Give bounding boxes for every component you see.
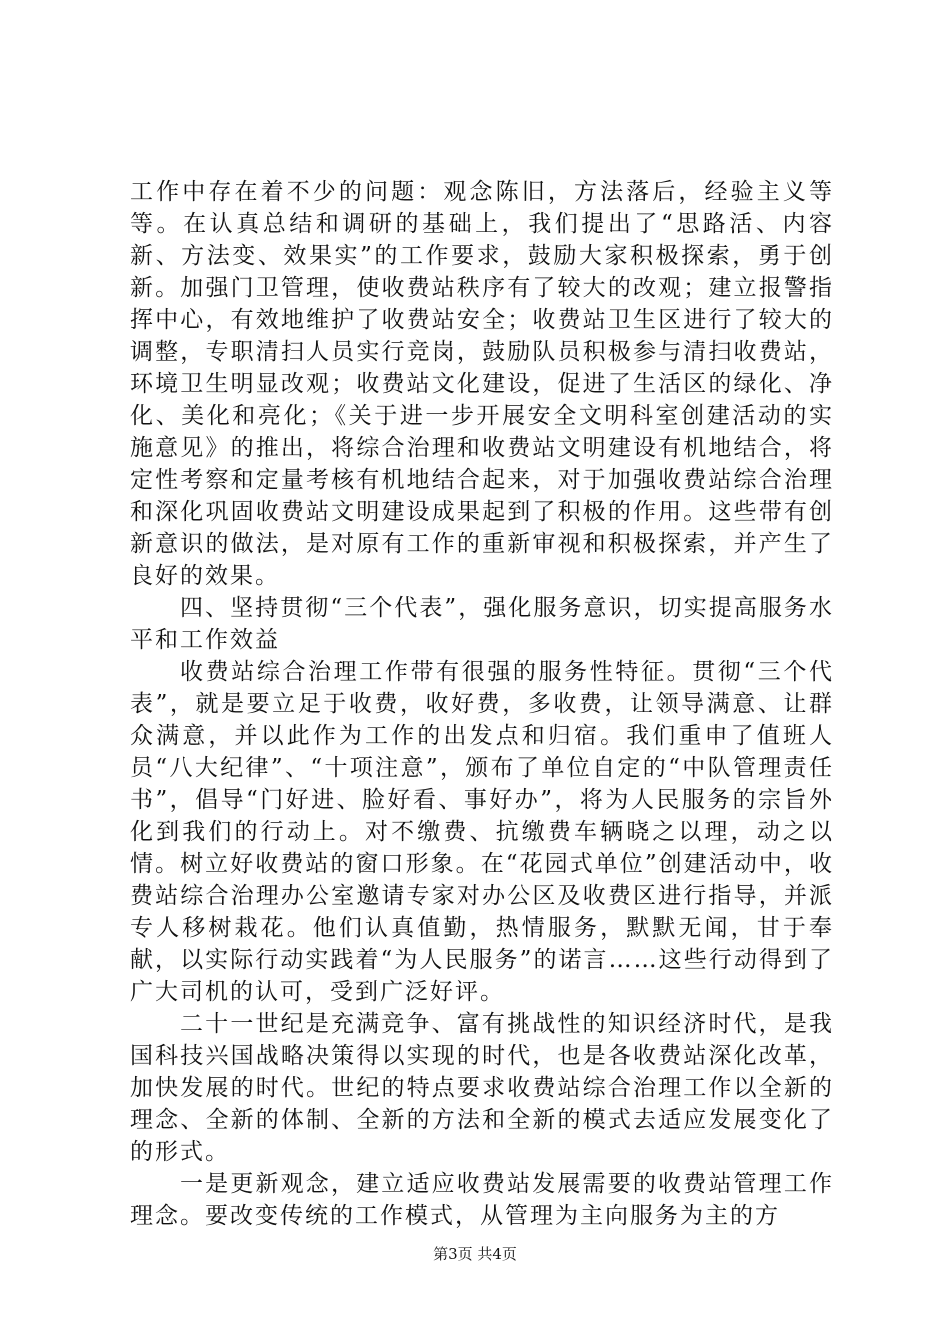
paragraph-2: 收费站综合治理工作带有很强的服务性特征。贯彻“三个代表”，就是要立足于收费，收好费，多收费，让领导满意、让群众满意，并以此作为工作的出发点和归宿。我们重申了值班人员“八大纪律”、“十项注意”，颁布了单位自定的“中队管理责任书”，倡导“门好进、脸好看、事好办”，将为人民服务的宗旨外化到我们的行动上。对不缴费、抗缴费车辆晓之以理，动之以情。树立好收费站的窗口形象。在“花园式单位”创建活动中，收费站综合治理办公室邀请专家对办公区及收费区进行指导，并派专人移树栽花。他们认真值勤，热情服务，默默无闻，甘于奉献，以实际行动实践着“为人民服务”的诺言……这些行动得到了广大司机的认可，受到广泛好评。 xyxy=(130,659,834,1005)
paragraph-3: 二十一世纪是充满竞争、富有挑战性的知识经济时代，是我国科技兴国战略决策得以实现的时代，也是各收费站深化改革，加快发展的时代。世纪的特点要求收费站综合治理工作以全新的理念、全新的体制、全新的方法和全新的模式去适应发展变化了的形式。 xyxy=(130,1011,834,1165)
document-body xyxy=(130,176,834,1232)
page-number-footer: 第3页 共4页 xyxy=(433,1245,517,1263)
paragraph-1: 工作中存在着不少的问题：观念陈旧，方法落后，经验主义等等。在认真总结和调研的基础上，我们提出了“思路活、内容新、方法变、效果实”的工作要求，鼓励大家积极探索，勇于创新。加强门卫管理，使收费站秩序有了较大的改观；建立报警指挥中心，有效地维护了收费站安全；收费站卫生区进行了较大的调整，专职清扫人员实行竞岗，鼓励队员积极参与清扫收费站，环境卫生明显改观；收费站文化建设，促进了生活区的绿化、净化、美化和亮化；《关于进一步开展安全文明科室创建活动的实施意见》的推出，将综合治理和收费站文明建设有机地结合，将定性考察和定量考核有机地结合起来，对于加强收费站综合治理和深化巩固收费站文明建设成果起到了积极的作用。这些带有创新意识的做法，是对原有工作的重新审视和积极探索，并产生了良好的效果。 xyxy=(130,179,834,589)
paragraph-4: 一是更新观念，建立适应收费站发展需要的收费站管理工作理念。要改变传统的工作模式，从管理为主向服务为主的方 xyxy=(130,1171,834,1229)
section-heading-4: 四、坚持贯彻“三个代表”，强化服务意识，切实提高服务水平和工作效益 xyxy=(130,595,834,653)
